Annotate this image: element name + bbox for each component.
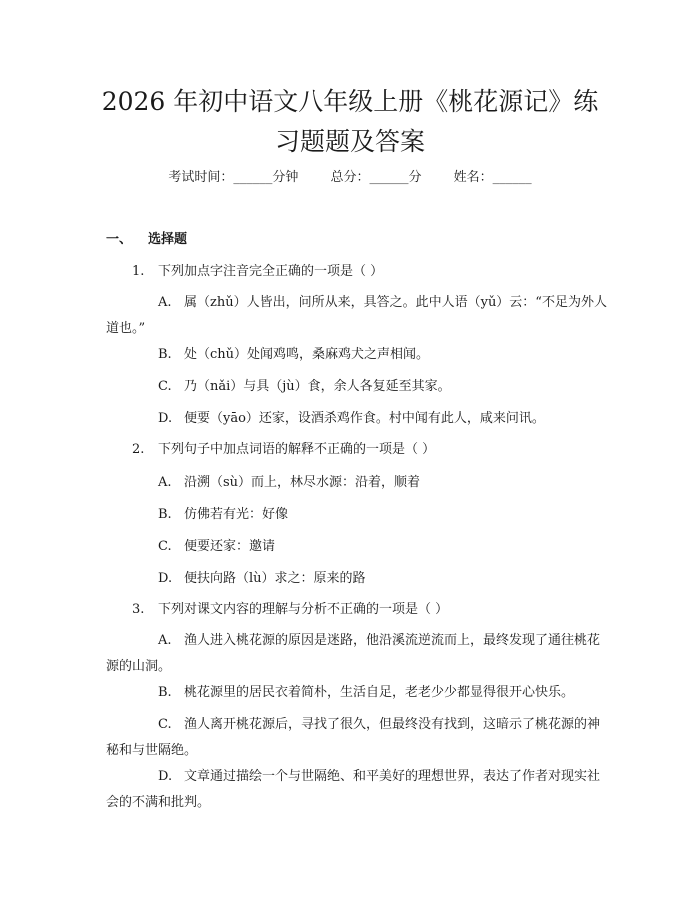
- option-text: 仿佛若有光：好像: [184, 507, 289, 522]
- student-name: 姓名：______: [453, 170, 532, 185]
- title-line-1: 2026 年初中语文八年级上册《桃花源记》练: [101, 87, 599, 116]
- option-letter: B.: [158, 507, 172, 522]
- question-2-option-a: [106, 470, 611, 496]
- question-1: [132, 262, 383, 282]
- question-3-option-c: [106, 712, 611, 764]
- option-text: 乃（nǎi）与具（jù）食，余人各复延至其家。: [184, 379, 451, 394]
- question-2-option-d: [106, 566, 611, 592]
- question-number: 1.: [132, 264, 145, 279]
- question-text: 下列对课文内容的理解与分析不正确的一项是（ ）: [158, 602, 449, 617]
- option-letter: B.: [158, 685, 172, 700]
- question-3: [132, 600, 448, 620]
- option-letter: A.: [158, 633, 172, 648]
- option-letter: C.: [158, 539, 172, 554]
- exam-time: 考试时间：______分钟: [168, 170, 299, 185]
- question-1-option-a: [106, 290, 611, 342]
- option-letter: D.: [158, 411, 173, 426]
- section-label: 选择题: [148, 232, 188, 247]
- option-letter: B.: [158, 347, 172, 362]
- question-2-option-c: [106, 534, 611, 560]
- option-text: 渔人离开桃花源后，寻找了很久，但最终没有找到，这暗示了桃花源的神秘和与世隔绝。: [106, 717, 601, 758]
- title-line-2: 习题题及答案: [274, 127, 425, 156]
- question-1-option-b: [106, 342, 611, 368]
- option-text: 属（zhǔ）人皆出，问所从来，具答之。此中人语（yǔ）云：“不足为外人道也。”: [106, 295, 607, 336]
- section-number: 一、: [106, 232, 133, 247]
- option-letter: D.: [158, 769, 173, 784]
- option-text: 便要还家：邀请: [184, 539, 276, 554]
- option-text: 文章通过描绘一个与世隔绝、和平美好的理想世界，表达了作者对现实社会的不满和批判。: [106, 769, 601, 810]
- question-3-option-b: [106, 680, 611, 706]
- exam-meta: [0, 168, 700, 188]
- option-letter: C.: [158, 379, 172, 394]
- option-letter: A.: [158, 295, 172, 310]
- question-number: 3.: [132, 602, 145, 617]
- option-text: 沿溯（sù）而上，林尽水源：沿着，顺着: [184, 475, 421, 490]
- option-text: 便要（yāo）还家，设酒杀鸡作食。村中闻有此人，咸来问讯。: [184, 411, 545, 426]
- exam-score: 总分：______分: [330, 170, 422, 185]
- option-letter: C.: [158, 717, 172, 732]
- question-text: 下列加点字注音完全正确的一项是（ ）: [158, 264, 384, 279]
- option-text: 渔人进入桃花源的原因是迷路，他沿溪流逆流而上，最终发现了通往桃花源的山洞。: [106, 633, 601, 674]
- question-text: 下列句子中加点词语的解释不正确的一项是（ ）: [158, 442, 436, 457]
- question-1-option-c: [106, 374, 611, 400]
- question-1-option-d: [106, 406, 611, 432]
- option-text: 桃花源里的居民衣着简朴，生活自足，老老少少都显得很开心快乐。: [184, 685, 575, 700]
- option-text: 便扶向路（lù）求之：原来的路: [184, 571, 366, 586]
- question-2: [132, 440, 435, 460]
- section-heading: [106, 230, 187, 250]
- question-2-option-b: [106, 502, 611, 528]
- option-letter: D.: [158, 571, 173, 586]
- question-3-option-a: [106, 628, 611, 680]
- option-letter: A.: [158, 475, 172, 490]
- question-number: 2.: [132, 442, 145, 457]
- question-3-option-d: [106, 764, 611, 816]
- option-text: 处（chǔ）处闻鸡鸣，桑麻鸡犬之声相闻。: [184, 347, 430, 362]
- document-title: [90, 82, 610, 162]
